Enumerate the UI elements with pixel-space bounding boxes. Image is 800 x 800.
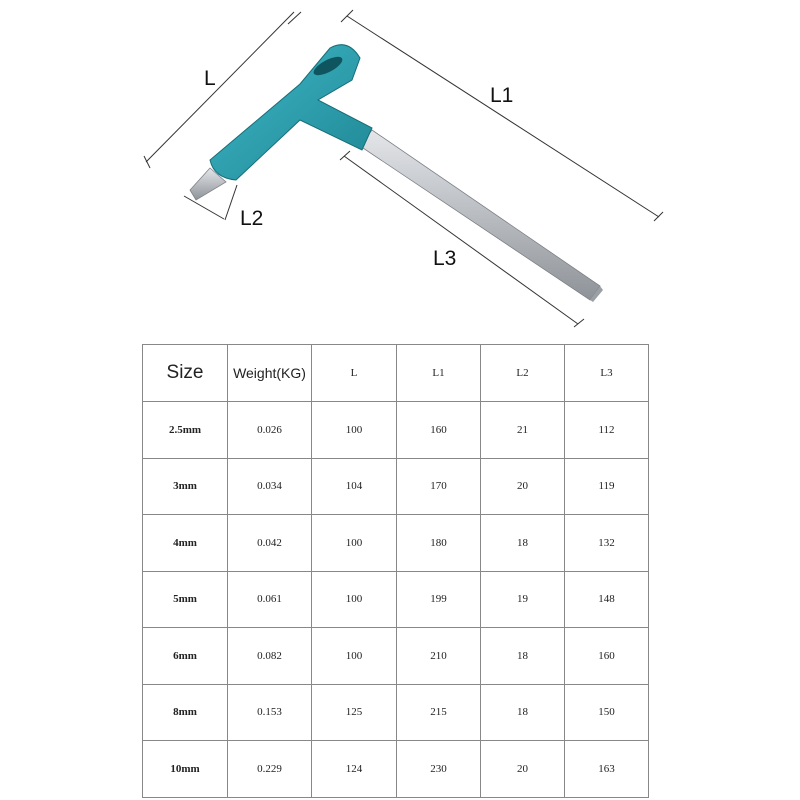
table-row: [143, 741, 649, 798]
cell-l2: 19: [481, 571, 565, 628]
table-row: [143, 684, 649, 741]
cell-size: 10mm: [143, 741, 228, 798]
header-size: Size: [143, 345, 228, 402]
cell-l3: 119: [565, 458, 649, 515]
cell-l: 125: [312, 684, 397, 741]
label-l3: L3: [433, 247, 457, 270]
dimension-line-l3: [340, 151, 584, 327]
table-row: [143, 402, 649, 459]
table-row: [143, 571, 649, 628]
cell-l2: 18: [481, 684, 565, 741]
label-l: L: [204, 67, 216, 90]
cell-size: 6mm: [143, 628, 228, 685]
t-handle: [210, 45, 372, 180]
cell-l1: 230: [397, 741, 481, 798]
cell-l2: 18: [481, 628, 565, 685]
table-row: [143, 515, 649, 572]
cell-l2: 18: [481, 515, 565, 572]
label-l1: L1: [490, 84, 514, 107]
cell-weight: 0.061: [228, 571, 312, 628]
cell-l1: 199: [397, 571, 481, 628]
cell-l: 100: [312, 571, 397, 628]
cell-l1: 170: [397, 458, 481, 515]
cell-size: 3mm: [143, 458, 228, 515]
cell-l2: 20: [481, 458, 565, 515]
header-weight: Weight(KG): [228, 345, 312, 402]
cell-weight: 0.042: [228, 515, 312, 572]
cell-weight: 0.082: [228, 628, 312, 685]
cell-l3: 160: [565, 628, 649, 685]
cell-weight: 0.026: [228, 402, 312, 459]
header-l: L: [312, 345, 397, 402]
cell-l: 100: [312, 515, 397, 572]
cell-l2: 21: [481, 402, 565, 459]
cell-l3: 148: [565, 571, 649, 628]
cell-l3: 150: [565, 684, 649, 741]
hex-key-dimension-diagram: [0, 0, 800, 340]
cell-l3: 132: [565, 515, 649, 572]
cell-l: 100: [312, 628, 397, 685]
cell-size: 5mm: [143, 571, 228, 628]
header-l1: L1: [397, 345, 481, 402]
label-l2: L2: [240, 207, 264, 230]
cell-l: 104: [312, 458, 397, 515]
cell-l: 124: [312, 741, 397, 798]
cell-l2: 20: [481, 741, 565, 798]
table-header-row: [143, 345, 649, 402]
cell-l1: 215: [397, 684, 481, 741]
cell-l: 100: [312, 402, 397, 459]
table-row: [143, 628, 649, 685]
cell-weight: 0.229: [228, 741, 312, 798]
cell-l1: 160: [397, 402, 481, 459]
cell-size: 2.5mm: [143, 402, 228, 459]
cell-l3: 163: [565, 741, 649, 798]
header-l3: L3: [565, 345, 649, 402]
cell-l1: 180: [397, 515, 481, 572]
dimension-line-l: [144, 12, 301, 168]
cell-size: 8mm: [143, 684, 228, 741]
cell-weight: 0.034: [228, 458, 312, 515]
cell-l1: 210: [397, 628, 481, 685]
table-row: [143, 458, 649, 515]
size-spec-table: [142, 344, 649, 798]
header-l2: L2: [481, 345, 565, 402]
cell-l3: 112: [565, 402, 649, 459]
cell-weight: 0.153: [228, 684, 312, 741]
cell-size: 4mm: [143, 515, 228, 572]
dimension-line-l1: [341, 10, 663, 221]
